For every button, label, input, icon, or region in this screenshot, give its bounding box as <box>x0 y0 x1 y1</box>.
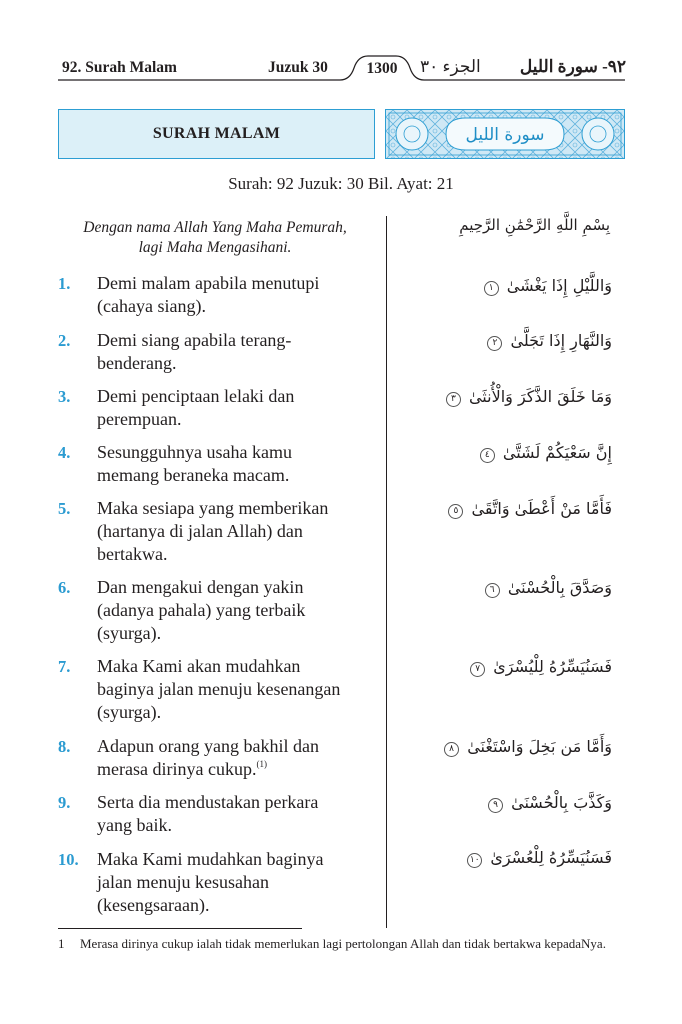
header-juz-arabic: الجزء ٣٠ <box>420 57 481 76</box>
verse-translation: Sesungguhnya usaha kamu memang beraneka macam. <box>97 442 292 485</box>
verse-end-marker: ٩ <box>488 798 503 813</box>
verse-arabic: وَأَمَّا مَن بَخِلَ وَاسْتَغْنَىٰ ٨ <box>400 737 612 757</box>
arabic-title-ornament <box>385 109 625 159</box>
header-juz: Juzuk 30 <box>268 59 328 76</box>
ornament-arabic-text: سورة الليل <box>465 125 545 145</box>
basmala-line-1: Dengan nama Allah Yang Maha Pemurah, <box>83 219 347 236</box>
verse-translation: Dan mengakui dengan yakin (adanya pahala) yang terbaik (syurga). <box>97 577 306 643</box>
verse-arabic: وَصَدَّقَ بِالْحُسْنَىٰ ٦ <box>400 578 612 598</box>
surah-title-box <box>58 109 375 159</box>
verse-number: 1. <box>58 274 71 293</box>
basmala-arabic: بِسْمِ اللَّهِ الرَّحْمَٰنِ الرَّحِيمِ <box>459 216 610 234</box>
verse-number: 8. <box>58 737 71 756</box>
verse-number: 3. <box>58 387 71 406</box>
verse-translation: Maka sesiapa yang memberikan (hartanya di jalan Allah) dan bertakwa. <box>97 498 329 564</box>
verse-number: 7. <box>58 657 71 676</box>
footnote-text: Merasa dirinya cukup ialah tidak memerlukan lagi pertolongan Allah dan tidak bertakwa kepadaNya. <box>80 936 606 951</box>
verse-number: 2. <box>58 331 71 350</box>
verse-end-marker: ٨ <box>444 742 459 757</box>
verse-translation: Maka Kami mudahkan baginya jalan menuju kesusahan (kesengsaraan). <box>97 849 324 915</box>
verse-end-marker: ٥ <box>448 504 463 519</box>
verse-end-marker: ٧ <box>470 662 485 677</box>
footnote-number: 1 <box>58 936 65 951</box>
basmala-translation <box>60 218 370 258</box>
surah-title: SURAH MALAM <box>152 125 281 142</box>
ornament-graphic <box>386 110 624 158</box>
verse-end-marker: ٢ <box>487 336 502 351</box>
verse-translation: Serta dia mendustakan perkara yang baik. <box>97 792 319 835</box>
verse-translation: Maka Kami akan mudahkan baginya jalan menuju kesenangan (syurga). <box>97 656 341 722</box>
verse-arabic: فَسَنُيَسِّرُهُ لِلْيُسْرَىٰ ٧ <box>400 657 612 677</box>
footnote-ref[interactable]: (1) <box>256 759 267 769</box>
verse-end-marker: ٣ <box>446 392 461 407</box>
verse-number: 4. <box>58 443 71 462</box>
verse-end-marker: ١٠ <box>467 853 482 868</box>
footnote-rule <box>58 928 302 929</box>
surah-info: Surah: 92 Juzuk: 30 Bil. Ayat: 21 <box>228 174 454 193</box>
page-number: 1300 <box>366 60 398 77</box>
header-frame <box>0 0 682 100</box>
verse-translation: Adapun orang yang bakhil dan merasa dirinya cukup.$^{(1)}$ <box>97 736 319 779</box>
header-surah-name: 92. Surah Malam <box>62 59 177 76</box>
verse-arabic: إِنَّ سَعْيَكُمْ لَشَتَّىٰ ٤ <box>400 443 612 463</box>
verse-arabic: وَكَذَّبَ بِالْحُسْنَىٰ ٩ <box>400 793 612 813</box>
verse-arabic: وَمَا خَلَقَ الذَّكَرَ وَالْأُنثَىٰ ٣ <box>400 387 612 407</box>
verse-translation: Demi siang apabila terang- benderang. <box>97 330 292 373</box>
verse-number: 6. <box>58 578 71 597</box>
basmala-line-2: lagi Maha Mengasihani. <box>138 239 292 256</box>
verse-arabic: وَالنَّهَارِ إِذَا تَجَلَّىٰ ٢ <box>400 331 612 351</box>
verse-arabic: وَاللَّيْلِ إِذَا يَغْشَىٰ ١ <box>400 276 612 296</box>
verse-end-marker: ٦ <box>485 583 500 598</box>
verse-number: 9. <box>58 793 71 812</box>
verse-number: 5. <box>58 499 71 518</box>
footnote <box>58 934 638 953</box>
verse-arabic: فَأَمَّا مَنْ أَعْطَىٰ وَاتَّقَىٰ ٥ <box>400 499 612 519</box>
verse-number: 10. <box>58 850 79 869</box>
verse-translation: Demi malam apabila menutupi (cahaya siang). <box>97 273 320 316</box>
header-surah-arabic: ٩٢- سورة الليل <box>519 57 626 76</box>
verse-translation: Demi penciptaan lelaki dan perempuan. <box>97 386 295 429</box>
verse-end-marker: ٤ <box>480 448 495 463</box>
verse-arabic: فَسَنُيَسِّرُهُ لِلْعُسْرَىٰ ١٠ <box>400 848 612 868</box>
column-divider <box>386 216 387 928</box>
verse-end-marker: ١ <box>484 281 499 296</box>
